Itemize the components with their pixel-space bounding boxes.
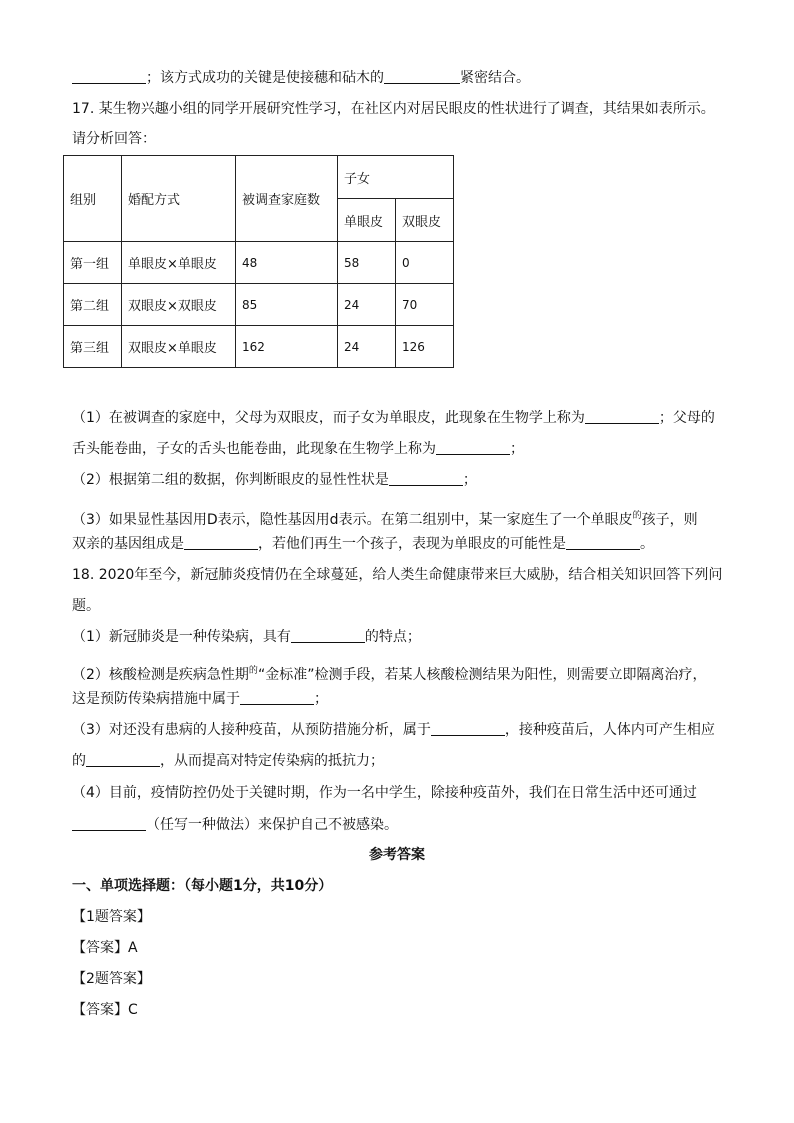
table-row: [64, 326, 454, 368]
answer-blank[interactable]: [240, 690, 314, 705]
q17-sub3-line1: （3）如果显性基因用D表示，隐性基因用d表示。在第二组别中，某一家庭生了一个单眼皮$^的$孩子，则: [72, 511, 698, 528]
q2-answer: 【答案】C: [72, 1002, 138, 1018]
cell-families: 162: [236, 326, 338, 368]
cell-group: 第一组: [64, 242, 122, 284]
header-single-eyelid: 单眼皮: [338, 199, 396, 242]
q1-answer-label: 【1题答案】: [72, 909, 151, 925]
q18-sub2-line1: （2）核酸检测是疾病急性期$^的$“金标准”检测手段，若某人核酸检测结果为阳性，则需要立即隔离治疗，: [72, 666, 707, 683]
q1-answer: 【答案】A: [72, 940, 138, 956]
answer-blank[interactable]: [389, 471, 463, 486]
cell-group: 第三组: [64, 326, 122, 368]
header-double-eyelid: 双眼皮: [396, 199, 454, 242]
q18-stem-line2: 题。: [72, 598, 100, 614]
survey-table: [63, 155, 454, 368]
answers-title: 参考答案: [369, 847, 425, 863]
q17-sub1-line2: 舌头能卷曲，子女的舌头也能卷曲，此现象在生物学上称为 ；: [72, 441, 524, 457]
cell-group: 第二组: [64, 284, 122, 326]
header-marriage: 婚配方式: [122, 156, 236, 242]
q17-stem-line1: 17. 某生物兴趣小组的同学开展研究性学习，在社区内对居民眼皮的性状进行了调查，其结果如表所示。: [72, 101, 715, 117]
answer-blank[interactable]: [72, 69, 146, 84]
q17-stem-line2: 请分析回答：: [72, 131, 156, 147]
cell-marriage: 双眼皮×双眼皮: [122, 284, 236, 326]
answer-blank[interactable]: [585, 409, 659, 424]
q18-sub4-line2: （任写一种做法）来保护自己不被感染。: [72, 815, 398, 835]
cell-marriage: 双眼皮×单眼皮: [122, 326, 236, 368]
answers-section-heading: 一、单项选择题：（每小题1分，共10分）: [72, 878, 333, 894]
header-children: 子女: [338, 156, 454, 199]
header-group: 组别: [64, 156, 122, 242]
table-row: [64, 242, 454, 284]
cell-families: 48: [236, 242, 338, 284]
q18-stem-line1: 18. 2020年至今，新冠肺炎疫情仍在全球蔓延，给人类生命健康带来巨大威胁，结合相关知识回答下列问: [72, 567, 723, 583]
q18-sub3-line2: 的 ，从而提高对特定传染病的抵抗力；: [72, 753, 384, 769]
answer-blank[interactable]: [431, 721, 505, 736]
cell-double: 126: [396, 326, 454, 368]
cell-marriage: 单眼皮×单眼皮: [122, 242, 236, 284]
header-families: 被调查家庭数: [236, 156, 338, 242]
top-line: ；该方式成功的关键是使接穗和砧木的 紧密结合。: [72, 68, 530, 88]
table-row: [64, 284, 454, 326]
answer-blank[interactable]: [436, 440, 510, 455]
answer-blank[interactable]: [86, 752, 160, 767]
answer-blank[interactable]: [72, 816, 146, 831]
answer-blank[interactable]: [384, 69, 460, 84]
q17-sub3-line2: 双亲的基因组成是 ，若他们再生一个孩子，表现为单眼皮的可能性是 。: [72, 536, 654, 552]
q2-answer-label: 【2题答案】: [72, 971, 151, 987]
cell-double: 0: [396, 242, 454, 284]
q18-sub2-line2: 这是预防传染病措施中属于 ；: [72, 691, 328, 707]
q18-sub1: （1）新冠肺炎是一种传染病，具有 的特点；: [72, 629, 421, 645]
q17-sub2: （2）根据第二组的数据，你判断眼皮的显性性状是 ；: [72, 472, 477, 488]
answer-blank[interactable]: [566, 535, 640, 550]
cell-families: 85: [236, 284, 338, 326]
answer-blank[interactable]: [184, 535, 258, 550]
q18-sub4-line1: （4）目前，疫情防控仍处于关键时期，作为一名中学生，除接种疫苗外，我们在日常生活中还可通过: [72, 785, 697, 801]
cell-single: 24: [338, 284, 396, 326]
q18-sub3-line1: （3）对还没有患病的人接种疫苗，从预防措施分析，属于 ，接种疫苗后，人体内可产生相应: [72, 722, 715, 738]
q17-sub1-line1: （1）在被调查的家庭中，父母为双眼皮，而子女为单眼皮，此现象在生物学上称为 ；父母的: [72, 410, 715, 426]
cell-single: 24: [338, 326, 396, 368]
cell-double: 70: [396, 284, 454, 326]
answer-blank[interactable]: [291, 628, 365, 643]
cell-single: 58: [338, 242, 396, 284]
